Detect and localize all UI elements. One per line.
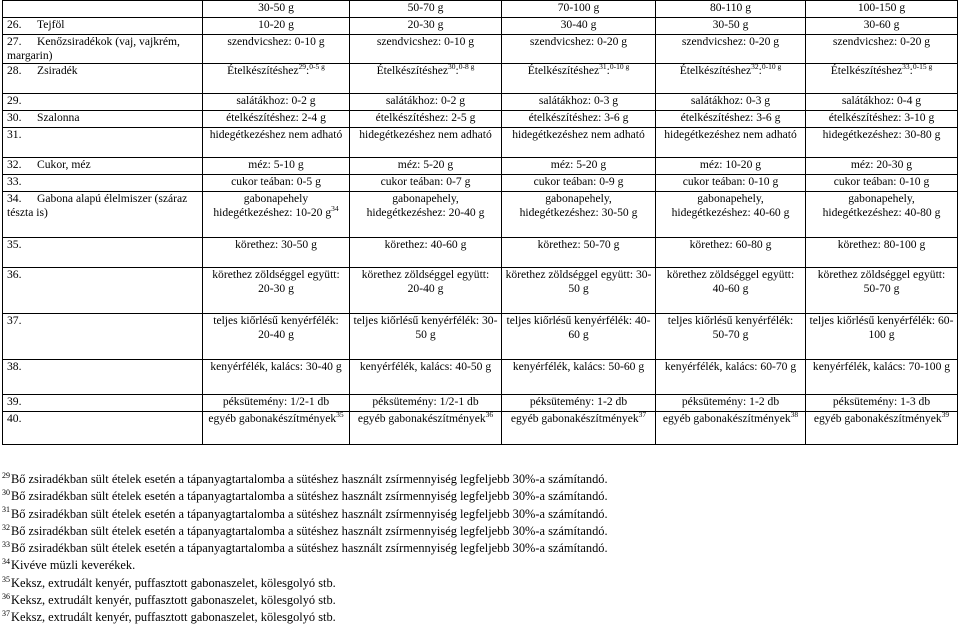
footnote-ref: 35 [336,410,344,420]
table-cell: péksütemény: 1-2 db [502,395,656,412]
table-cell: szendvicshez: 0-20 g [502,35,656,64]
footnote-text: Bő zsiradékban sült ételek esetén a tápanyagtartalomba a sütéshez használt zsírmennyiség legfeljebb 30%-a számítandó. [11,489,608,504]
table-cell: körethez zöldséggel együtt: 20-30 g [203,268,350,314]
table-row [3,192,958,238]
table-cell: körethez zöldséggel együtt: 40-60 g [656,268,806,314]
row-number: 37. [7,314,22,327]
table-cell: cukor teában: 0-7 g [350,175,502,192]
table-cell: péksütemény: 1-2 db [656,395,806,412]
footnote-ref: 0-5 g [309,62,325,72]
table-cell: teljes kiőrlésű kenyérfélék: 60-100 g [806,314,958,360]
row-label: Szalonna [37,111,80,124]
table-cell: 30-60 g [806,18,958,35]
row-number: 27. [7,35,22,48]
table-cell: teljes kiőrlésű kenyérfélék: 40-60 g [502,314,656,360]
footnote-ref: 31 [599,62,607,72]
table-row [3,238,958,268]
footnote-number: 33 [2,540,10,550]
table-cell: hidegétkezéshez nem adható [350,128,502,158]
table-cell: cukor teában: 0-10 g [806,175,958,192]
table-cell: körethez zöldséggel együtt: 30-50 g [502,268,656,314]
table-cell: Ételkészítéshez$^{33}$:$^{0-15 g}$ [806,64,958,94]
footnote-ref: 33 [902,62,910,72]
table-cell: kenyérfélék, kalács: 50-60 g [502,360,656,395]
table-cell: 30-40 g [502,18,656,35]
footnote-number: 37 [2,609,10,619]
row-number: 38. [7,360,22,373]
footnote [2,592,952,609]
table-cell: méz: 10-20 g [656,158,806,175]
table-cell: péksütemény: 1/2-1 db [203,395,350,412]
row-label-cell [3,314,203,360]
table-row [3,314,958,360]
table-cell: Ételkészítéshez$^{29}$:$^{0-5 g}$ [203,64,350,94]
footnote-ref: 38 [790,410,799,420]
row-number: 35. [7,238,22,251]
footnote [2,523,952,540]
table-cell: körethez: 30-50 g [203,238,350,268]
footnote-text: Kivéve müzli keverékek. [11,558,136,573]
table-row [3,360,958,395]
row-number: 34. [7,192,22,205]
footnote-ref: 0-10 g [761,62,782,72]
table-cell: gabonapehely, hidegétkezéshez: 40-80 g [806,192,958,238]
footnote-text: Bő zsiradékban sült ételek esetén a tápanyagtartalomba a sütéshez használt zsírmennyiség legfeljebb 30%-a számítandó. [11,506,608,521]
footnote-text: Keksz, extrudált kenyér, puffasztott gabonaszelet, kölesgolyó stb. [11,593,336,608]
row-label-cell [3,412,203,445]
table-cell: kenyérfélék, kalács: 30-40 g [203,360,350,395]
table-cell: méz: 20-30 g [806,158,958,175]
footnote-number: 32 [2,522,10,532]
footnote [2,471,952,488]
footnote-ref: 0-15 g [912,62,933,72]
table-cell: salátákhoz: 0-4 g [806,94,958,111]
footnote [2,609,952,626]
table-cell: 20-30 g [350,18,502,35]
footnote [2,506,952,523]
footnote-number: 29 [2,470,10,480]
table-cell: egyéb gabonakészítmények$^{37}$ [502,412,656,445]
table-cell: péksütemény: 1/2-1 db [350,395,502,412]
footnote-ref: 29 [298,62,307,72]
table-cell: szendvicshez: 0-10 g [350,35,502,64]
footnote-number: 30 [2,488,10,498]
table-cell: 10-20 g [203,18,350,35]
table-row [3,395,958,412]
table-cell: hidegétkezéshez nem adható [203,128,350,158]
footnote-text: Bő zsiradékban sült ételek esetén a tápanyagtartalomba a sütéshez használt zsírmennyiség legfeljebb 30%-a számítandó. [11,472,608,486]
portion-table [2,0,958,445]
table-cell: gabonapehely hidegétkezéshez: 10-20 $g^{34}$ [203,192,350,238]
footnote-number: 36 [2,591,10,601]
row-label-cell [3,128,203,158]
table-cell: Ételkészítéshez$^{31}$:$^{0-10 g}$ [502,64,656,94]
row-label-cell [3,360,203,395]
table-cell: 30-50 g [656,18,806,35]
table-row [3,111,958,128]
table-cell: hidegétkezéshez nem adható [656,128,806,158]
table-row [3,128,958,158]
table-cell: salátákhoz: 0-2 g [350,94,502,111]
table-cell: szendvicshez: 0-20 g [656,35,806,64]
table-row [3,64,958,94]
row-label: Tejföl [37,18,65,31]
footnote-ref: 34 [331,204,339,214]
row-label-cell [3,175,203,192]
table-row [3,18,958,35]
table-cell: 70-100 g [502,1,656,18]
row-number: 40. [7,412,22,425]
table-cell: teljes kiőrlésű kenyérfélék: 50-70 g [656,314,806,360]
table-cell: salátákhoz: 0-3 g [502,94,656,111]
row-number: 30. [7,111,22,124]
footnote-ref: 30 [448,62,456,72]
portion-table-body [3,1,958,445]
table-cell: kenyérfélék, kalács: 70-100 g [806,360,958,395]
row-number: 33. [7,175,22,188]
row-label-cell [3,395,203,412]
table-cell: 30-50 g [203,1,350,18]
table-cell: cukor teában: 0-9 g [502,175,656,192]
table-cell: szendvicshez: 0-10 g [203,35,350,64]
row-label: Gabona alapú élelmiszer (száraz tészta is) [7,192,188,219]
row-label: Kenőzsiradékok (vaj, vajkrém, margarin) [7,35,180,62]
table-cell: 80-110 g [656,1,806,18]
table-cell: körethez: 40-60 g [350,238,502,268]
row-label-cell [3,94,203,111]
footnote-ref: 0-8 g [458,62,475,72]
row-label-cell [3,1,203,18]
footnote-number: 34 [2,557,10,567]
row-number: 29. [7,94,22,107]
table-cell: Ételkészítéshez$^{32}$:$^{0-10 g}$ [656,64,806,94]
table-cell: körethez: 50-70 g [502,238,656,268]
row-number: 26. [7,18,22,31]
row-label-cell [3,268,203,314]
row-label-cell [3,18,203,35]
row-number: 39. [7,395,22,408]
table-cell: salátákhoz: 0-3 g [656,94,806,111]
table-cell: 50-70 g [350,1,502,18]
table-cell: Ételkészítéshez$^{30}$:$^{0-8 g}$ [350,64,502,94]
footnote [2,488,952,505]
table-row [3,35,958,64]
footnote-ref: 36 [485,410,494,420]
row-label-cell [3,192,203,238]
table-cell: gabonapehely, hidegétkezéshez: 20-40 g [350,192,502,238]
footnote [2,540,952,557]
table-row [3,412,958,445]
row-label-cell [3,238,203,268]
table-cell: egyéb gabonakészítmények$^{35}$ [203,412,350,445]
footnote-ref: 0-10 g [609,62,630,72]
table-cell: gabonapehely, hidegétkezéshez: 40-60 g [656,192,806,238]
table-cell: cukor teában: 0-5 g [203,175,350,192]
footnote-number: 31 [2,505,10,515]
footnote [2,557,952,574]
row-number: 28. [7,64,22,77]
table-cell: körethez zöldséggel együtt: 20-40 g [350,268,502,314]
footnotes [2,471,952,627]
table-cell: ételkészítéshez: 2-5 g [350,111,502,128]
table-cell: ételkészítéshez: 3-6 g [656,111,806,128]
row-number: 36. [7,268,22,281]
footnote-text: Bő zsiradékban sült ételek esetén a tápanyagtartalomba a sütéshez használt zsírmennyiség legfeljebb 30%-a számítandó. [11,541,608,556]
footnote-number: 35 [2,574,10,584]
table-cell: ételkészítéshez: 3-10 g [806,111,958,128]
table-cell: körethez: 60-80 g [656,238,806,268]
table-cell: egyéb gabonakészítmények$^{38}$ [656,412,806,445]
row-label-cell [3,64,203,94]
table-cell: kenyérfélék, kalács: 40-50 g [350,360,502,395]
table-row [3,158,958,175]
table-cell: egyéb gabonakészítmények$^{39}$ [806,412,958,445]
table-cell: salátákhoz: 0-2 g [203,94,350,111]
table-cell: péksütemény: 1-3 db [806,395,958,412]
footnote [2,575,952,592]
table-cell: teljes kiőrlésű kenyérfélék: 30-50 g [350,314,502,360]
row-label-cell [3,111,203,128]
footnote-ref: 32 [751,62,759,72]
table-cell: 100-150 g [806,1,958,18]
row-number: 32. [7,158,22,171]
table-cell: méz: 5-20 g [502,158,656,175]
table-row [3,268,958,314]
table-cell: ételkészítéshez: 2-4 g [203,111,350,128]
table-cell: ételkészítéshez: 3-6 g [502,111,656,128]
table-cell: körethez zöldséggel együtt: 50-70 g [806,268,958,314]
table-cell: gabonapehely, hidegétkezéshez: 30-50 g [502,192,656,238]
table-cell: hidegétkezéshez: 30-80 g [806,128,958,158]
row-label: Cukor, méz [37,158,91,171]
table-cell: kenyérfélék, kalács: 60-70 g [656,360,806,395]
table-cell: hidegétkezéshez nem adható [502,128,656,158]
table-row [3,94,958,111]
row-label-cell [3,35,203,64]
table-cell: körethez: 80-100 g [806,238,958,268]
table-cell: szendvicshez: 0-20 g [806,35,958,64]
table-cell: méz: 5-10 g [203,158,350,175]
row-label: Zsiradék [37,64,78,77]
footnote-text: Bő zsiradékban sült ételek esetén a tápanyagtartalomba a sütéshez használt zsírmennyiség legfeljebb 30%-a számítandó. [11,523,608,538]
footnote-ref: 37 [638,410,647,420]
table-row [3,1,958,18]
footnote-text: Keksz, extrudált kenyér, puffasztott gabonaszelet, kölesgolyó stb. [11,610,336,625]
footnote-ref: 39 [941,410,950,420]
table-cell: cukor teában: 0-10 g [656,175,806,192]
footnote-text: Keksz, extrudált kenyér, puffasztott gabonaszelet, kölesgolyó stb. [11,575,336,590]
row-number: 31. [7,128,22,141]
row-label-cell [3,158,203,175]
table-cell: méz: 5-20 g [350,158,502,175]
table-row [3,175,958,192]
table-cell: teljes kiőrlésű kenyérfélék: 20-40 g [203,314,350,360]
table-cell: egyéb gabonakészítmények$^{36}$ [350,412,502,445]
